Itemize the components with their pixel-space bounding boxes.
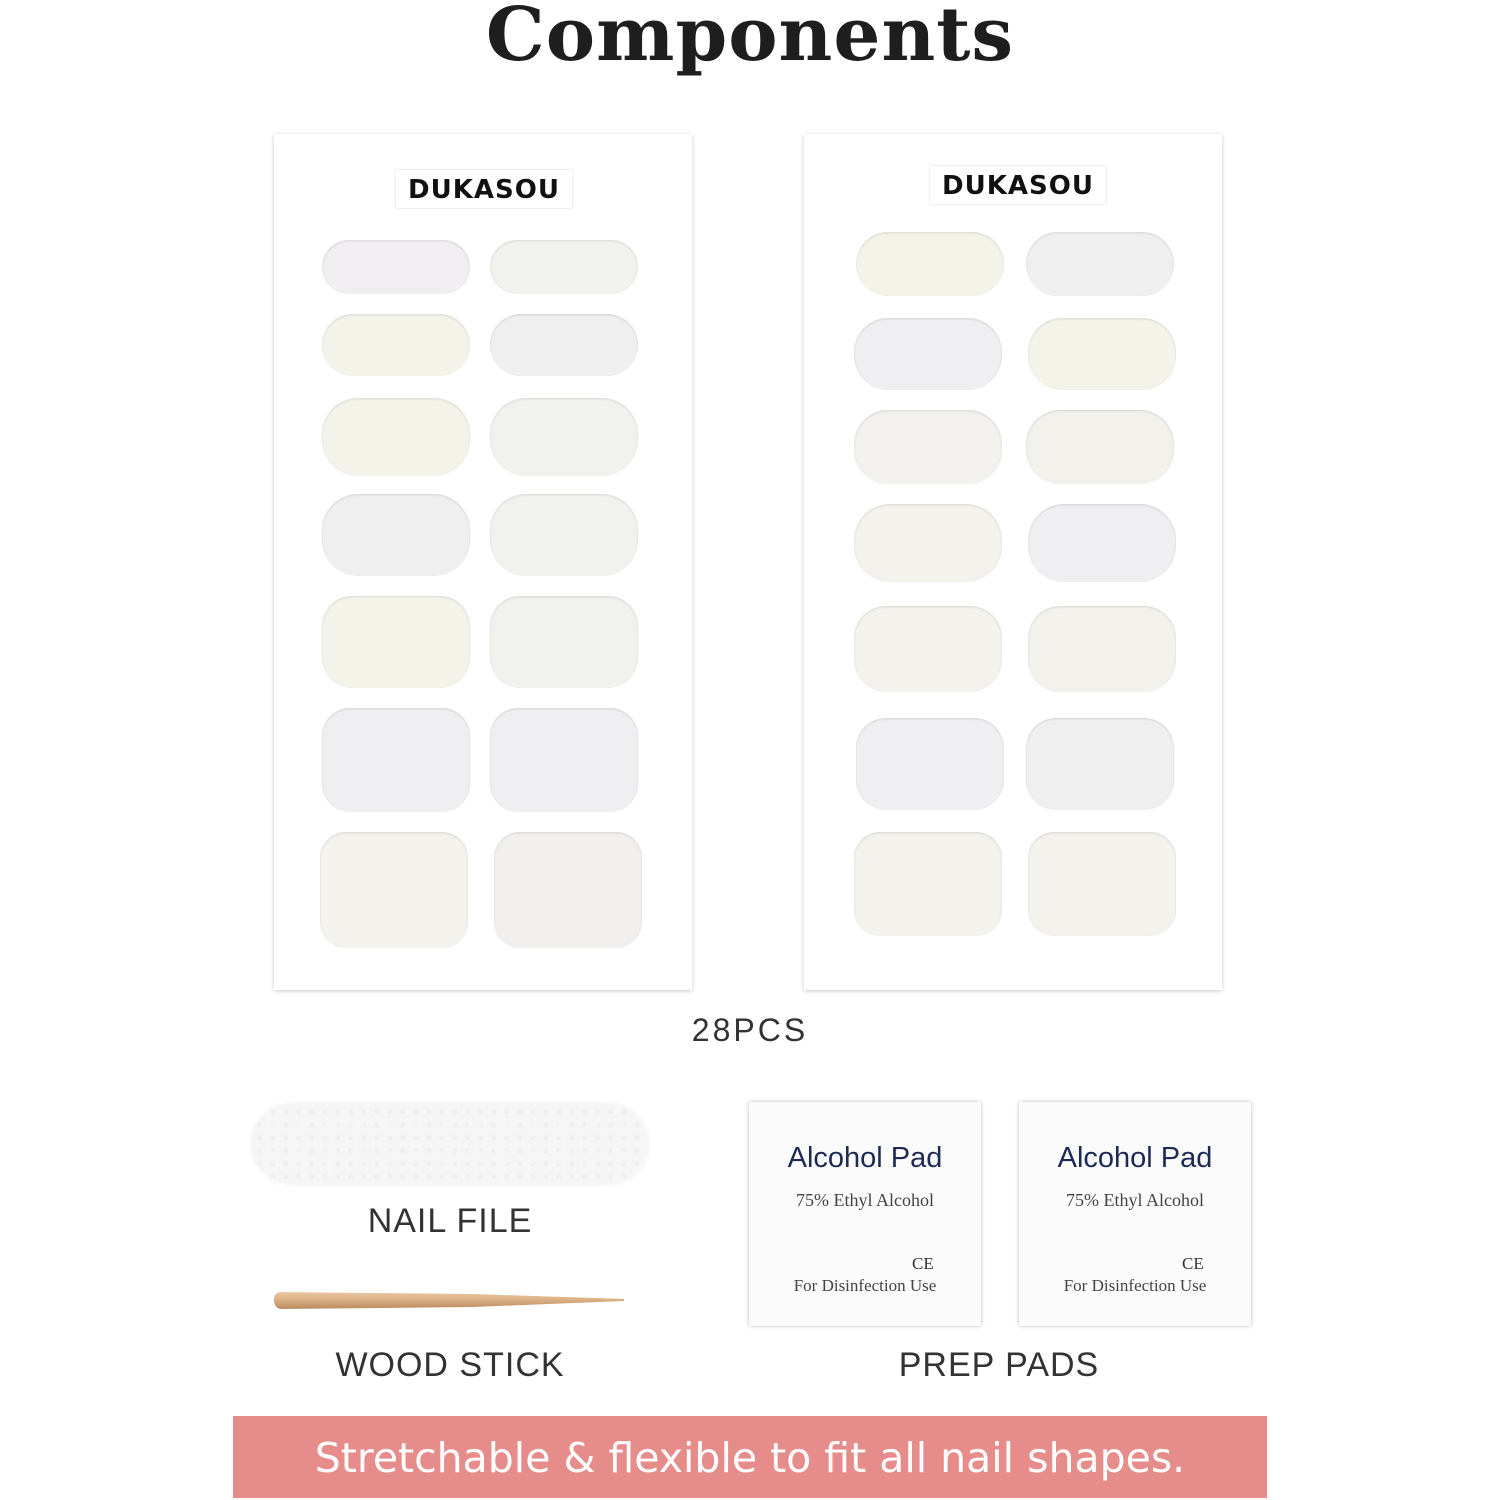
nail-strip [322, 708, 470, 812]
nail-strip [490, 708, 638, 812]
wood-stick-image [272, 1288, 628, 1314]
nail-strip [322, 314, 470, 376]
nail-strip [490, 494, 638, 576]
page-title: Components [485, 0, 1015, 78]
nail-strip-sheet-right [804, 134, 1222, 990]
nail-strip-sheet-left [274, 134, 692, 990]
prep-pads-label: PREP PADS [898, 1346, 1100, 1384]
pad-subtitle: 75% Ethyl Alcohol [1066, 1190, 1204, 1210]
nail-file-label: NAIL FILE [367, 1202, 533, 1240]
feature-banner [233, 1416, 1267, 1498]
ce-mark: CE [912, 1254, 934, 1273]
pad-subtitle: 75% Ethyl Alcohol [796, 1190, 934, 1210]
piece-count: 28PCS [691, 1012, 809, 1048]
brand-label: DUKASOU [396, 170, 572, 208]
nail-strip [322, 494, 470, 576]
nail-strip [1028, 606, 1176, 692]
alcohol-pad [1019, 1102, 1251, 1326]
nail-strip [322, 398, 470, 476]
nail-strip [490, 240, 638, 294]
nail-strip [490, 314, 638, 376]
nail-strip [322, 240, 470, 294]
nail-strip [854, 832, 1002, 936]
nail-strip [490, 596, 638, 688]
nail-strip [856, 232, 1004, 296]
nail-strip [1026, 410, 1174, 484]
brand-label: DUKASOU [930, 166, 1106, 204]
nail-strip [856, 718, 1004, 810]
nail-strip [1028, 318, 1176, 390]
nail-strip [494, 832, 642, 948]
nail-strip [854, 504, 1002, 582]
nail-strip [1026, 718, 1174, 810]
pad-usage: For Disinfection Use [793, 1276, 937, 1295]
banner-text: Stretchable & flexible to fit all nail shapes. [314, 1434, 1186, 1482]
nail-strip [320, 832, 468, 948]
pad-title: Alcohol Pad [787, 1142, 943, 1174]
nail-strip [322, 596, 470, 688]
nail-strip [490, 398, 638, 476]
nail-strip [1026, 232, 1174, 296]
nail-strip [854, 606, 1002, 692]
nail-strip [854, 410, 1002, 484]
wood-stick-label: WOOD STICK [335, 1346, 565, 1384]
pad-usage: For Disinfection Use [1063, 1276, 1207, 1295]
pad-title: Alcohol Pad [1057, 1142, 1213, 1174]
nail-strip [854, 318, 1002, 390]
ce-mark: CE [1182, 1254, 1204, 1273]
nail-strip [1028, 504, 1176, 582]
nail-strip [1028, 832, 1176, 936]
nail-file-image [252, 1104, 648, 1184]
alcohol-pad [749, 1102, 981, 1326]
